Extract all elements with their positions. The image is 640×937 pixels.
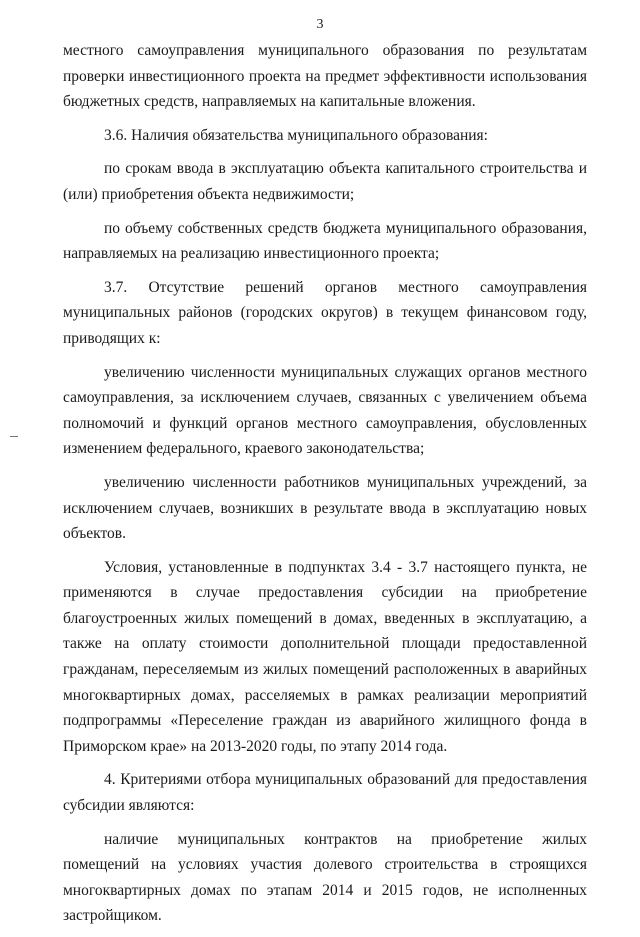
scan-mark [10,436,18,437]
paragraph-3-6: 3.6. Наличия обязательства муниципального образования: [104,126,488,144]
paragraph-4-criteria: 4. Критериями отбора муниципальных образований для предоставления субсидии являются: [63,771,587,815]
page-number: 3 [316,17,324,32]
paragraph-own-funds: по объему собственных средств бюджета муниципального образования, направляемых на реализацию инвестиционного проекта; [63,219,587,263]
paragraph-workers-increase: увеличению численности работников муниципальных учреждений, за исключением случаев, возникших в результате ввода в эксплуатацию новых объектов. [63,473,587,543]
paragraph-commissioning-terms: по срокам ввода в эксплуатацию объекта капитального строительства и (или) приобретения объекта недвижимости; [63,160,587,203]
paragraph-staff-increase: увеличению численности муниципальных служащих органов местного самоуправления, за исключением случаев, связанных с увеличением объема полномочий и функций органов местного самоуправления, обусловленных изменением федерального, краевого законодательства; [63,363,587,458]
paragraph-conditions: Условия, установленные в подпунктах 3.4 - 3.7 настоящего пункта, не применяются в случае предоставления субсидии на приобретение благоустроенных жилых помещений в домах, введенных в эксплуатацию, а также на оплату стоимости дополнительной площади предоставленной гражданам, переселяемым из жилых помещений расположенных в аварийных многоквартирных домах, расселяемых в рамках реализации мероприятий подпрограммы «Переселение граждан из аварийного жилищного фонда в Приморском крае» на 2013-2020 годы, по этапу 2014 года. [63,558,587,755]
paragraph-contracts: наличие муниципальных контрактов на приобретение жилых помещений на условиях участия долевого строительства в строящихся многоквартирных домах по этапам 2014 и 2015 годов, не исполненных застройщиком. [63,830,587,925]
document-body [63,38,587,937]
paragraph-3-7: 3.7. Отсутствие решений органов местного самоуправления муниципальных районов (городских округов) в текущем финансовом году, приводящих к: [63,278,587,347]
paragraph-continuation: местного самоуправления муниципального образования по результатам проверки инвестиционного проекта на предмет эффективности использования бюджетных средств, направляемых на капитальные вложения. [63,42,587,111]
